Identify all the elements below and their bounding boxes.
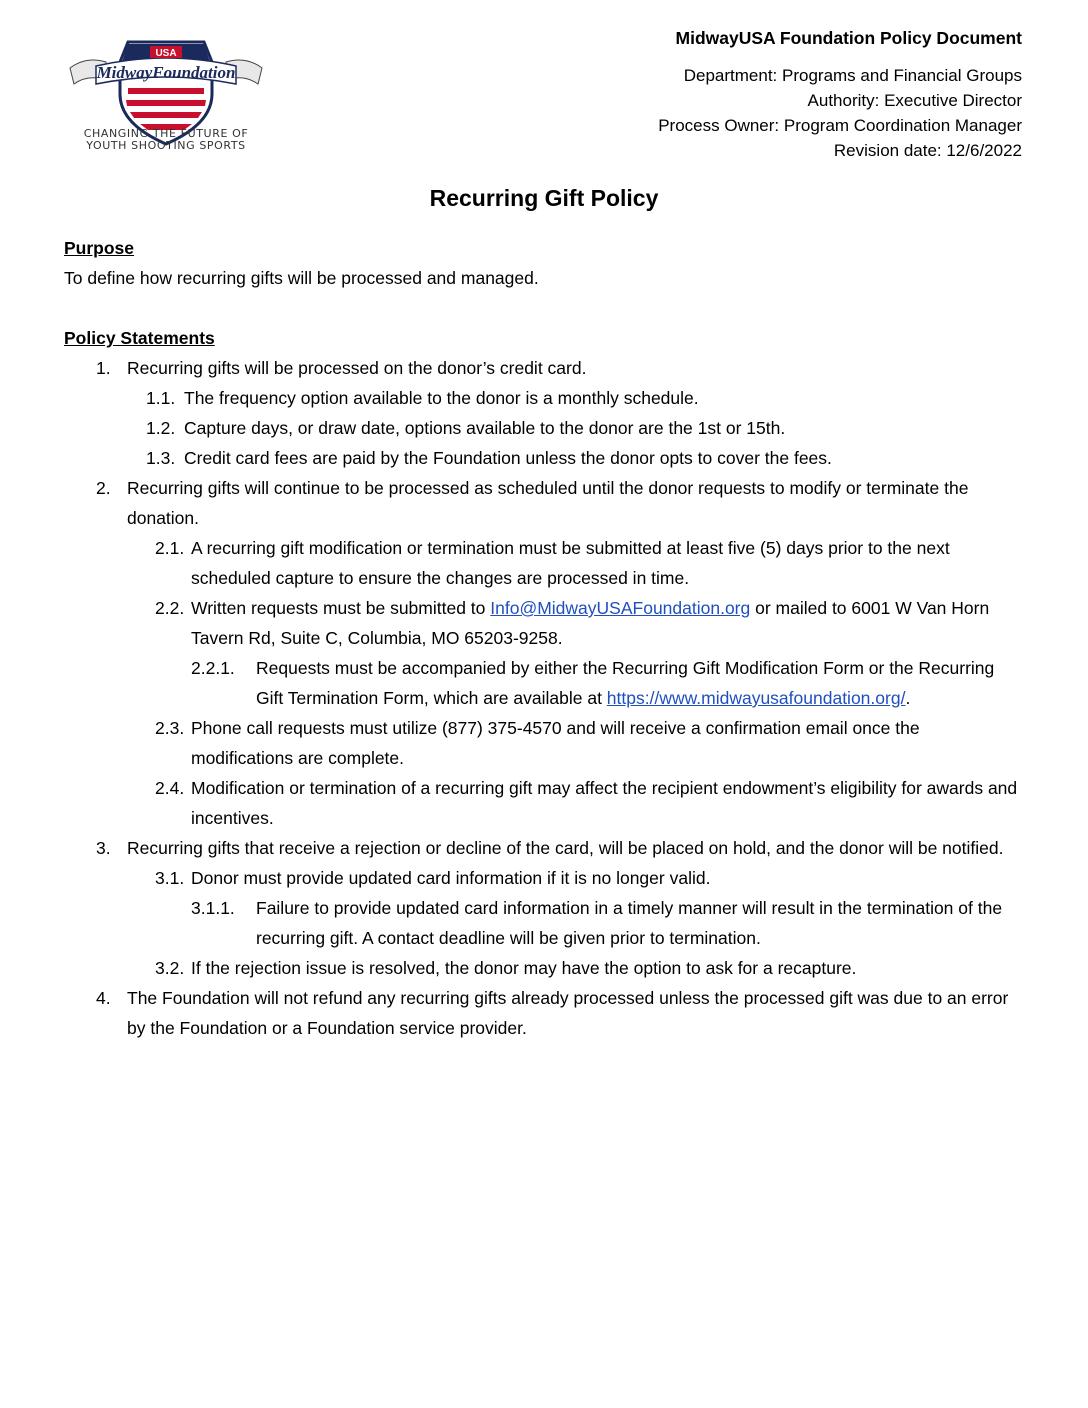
item-text: Phone call requests must utilize (877) 375-4570 and will receive a confirmation email once the modifications are complete.: [191, 718, 920, 768]
document-body: [64, 233, 1024, 1043]
item-number: 3.1.: [155, 868, 185, 888]
item-text: [191, 598, 989, 648]
item-text-part: .: [905, 688, 911, 708]
policy-item-1-2: [64, 413, 1024, 443]
item-number: 2.2.: [155, 598, 185, 618]
item-number: 2.3.: [155, 718, 185, 738]
policy-item-2-2-1: [64, 653, 1024, 713]
item-number: 1.2.: [146, 418, 176, 438]
item-number: 2.1.: [155, 538, 185, 558]
header-department: Department: Programs and Financial Groups: [683, 66, 1022, 85]
logo-tagline-line1: CHANGING THE FUTURE OF: [83, 127, 249, 140]
policy-item-1-3: [64, 443, 1024, 473]
purpose-text: To define how recurring gifts will be processed and managed.: [64, 268, 539, 288]
item-text: Capture days, or draw date, options available to the donor are the 1st or 15th.: [184, 418, 786, 438]
info-email-link[interactable]: Info@MidwayUSAFoundation.org: [490, 598, 751, 618]
item-number: 4.: [96, 988, 111, 1008]
item-text: If the rejection issue is resolved, the donor may have the option to ask for a recapture.: [191, 958, 857, 978]
logo-badge-usa: USA: [155, 48, 177, 59]
item-text: Recurring gifts that receive a rejection or decline of the card, will be placed on hold, and the donor will be notified.: [127, 838, 1004, 858]
header-process-owner: Process Owner: Program Coordination Manager: [658, 116, 1022, 135]
policy-item-2-2: [64, 593, 1024, 653]
item-text: Failure to provide updated card information in a timely manner will result in the termination of the recurring gift. A contact deadline will be given prior to termination.: [256, 898, 1003, 948]
item-text: The frequency option available to the donor is a monthly schedule.: [184, 388, 699, 408]
header-authority: Authority: Executive Director: [807, 91, 1022, 110]
document-title: Recurring Gift Policy: [429, 185, 659, 211]
policy-item-1: [64, 353, 1024, 383]
policy-statements-heading: Policy Statements: [64, 328, 215, 348]
item-text-part: or mailed to 6001 W Van Horn Tavern Rd, Suite C, Columbia, MO 65203-9258.: [191, 598, 990, 648]
policy-item-2: [64, 473, 1024, 533]
item-number: 2.4.: [155, 778, 185, 798]
policy-item-2-4: [64, 773, 1024, 833]
item-number: 3.: [96, 838, 111, 858]
foundation-website-link[interactable]: https://www.midwayusafoundation.org/: [606, 688, 906, 708]
item-text: Modification or termination of a recurring gift may affect the recipient endowment’s eligibility for awards and incentives.: [191, 778, 1018, 828]
item-number: 1.3.: [146, 448, 176, 468]
item-text: Donor must provide updated card information if it is no longer valid.: [191, 868, 711, 888]
item-text: The Foundation will not refund any recurring gifts already processed unless the processed gift was due to an error by the Foundation or a Foundation service provider.: [127, 988, 1009, 1038]
logo-tagline-line2: YOUTH SHOOTING SPORTS: [86, 139, 246, 152]
item-number: 2.2.1.: [191, 658, 235, 678]
policy-item-3-2: [64, 953, 1024, 983]
item-text-part: Written requests must be submitted to: [191, 598, 491, 618]
item-text: A recurring gift modification or termination must be submitted at least five (5) days prior to the next scheduled capture to ensure the changes are processed in time.: [191, 538, 950, 588]
item-number: 3.2.: [155, 958, 185, 978]
item-text-part: Requests must be accompanied by either the Recurring Gift Modification Form or the Recurring Gift Termination Form, which are available at: [256, 658, 995, 708]
logo-badge-name: MidwayFoundation: [96, 63, 236, 82]
item-number: 3.1.1.: [191, 898, 235, 918]
purpose-heading: Purpose: [64, 238, 135, 258]
header-title: MidwayUSA Foundation Policy Document: [675, 28, 1022, 48]
item-text: [256, 658, 994, 708]
item-number: 2.: [96, 478, 111, 498]
item-text: Recurring gifts will be processed on the donor’s credit card.: [127, 358, 587, 378]
policy-item-2-3: [64, 713, 1024, 773]
policy-item-2-1: [64, 533, 1024, 593]
item-number: 1.: [96, 358, 111, 378]
header-revision-date: Revision date: 12/6/2022: [833, 141, 1022, 160]
policy-item-3: [64, 833, 1024, 863]
policy-item-1-1: [64, 383, 1024, 413]
policy-item-4: [64, 983, 1024, 1043]
item-text: Credit card fees are paid by the Foundation unless the donor opts to cover the fees.: [184, 448, 832, 468]
policy-item-3-1-1: [64, 893, 1024, 953]
item-text: Recurring gifts will continue to be processed as scheduled until the donor requests to modify or terminate the donation.: [127, 478, 969, 528]
item-number: 1.1.: [146, 388, 176, 408]
document-header: [658, 26, 1022, 163]
logo-tagline: [66, 128, 266, 152]
policy-item-3-1: [64, 863, 1024, 893]
